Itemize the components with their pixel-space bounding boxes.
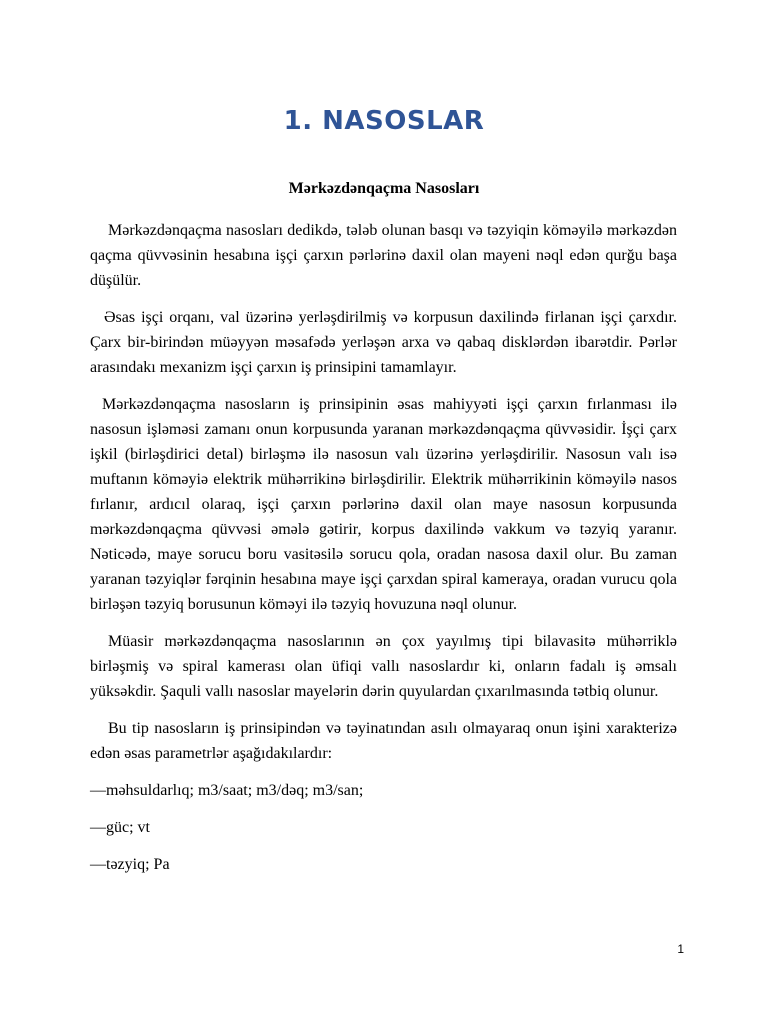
page-number: 1 — [677, 942, 684, 956]
paragraph-1: Mərkəzdənqaçma nasosları dedikdə, tələb olunan basqı və təzyiqin köməyilə mərkəzdən qaçma qüvvəsinin hesabına işçi çarxın pərlərinə daxil olan mayeni nəql edən qurğu başa düşülür. — [90, 222, 677, 289]
paragraph-2: Əsas işçi orqanı, val üzərinə yerləşdirilmiş və korpusun daxilində firlanan işçi çarxdır. Çarx bir-birindən müəyyən məsafədə yerləşən arxa və qabaq disklərdən ibarətdir. Pərlər arasındakı mexanizm işçi çarxın iş prinsipini tamamlayır. — [90, 309, 677, 376]
paragraph-4: Müasir mərkəzdənqaçma nasoslarının ən çox yayılmış tipi bilavasitə mühərriklə birləşmiş və spiral kamerası olan üfiqi vallı nasoslardır ki, onların fadalı iş əmsalı yüksəkdir. Şaquli vallı nasoslar mayelərin dərin quyulardan çıxarılmasında tətbiq olunur. — [90, 633, 677, 700]
chapter-title: 1. NASOSLAR — [283, 106, 485, 136]
paragraph-5: Bu tip nasosların iş prinsipindən və təyinatından asılı olmayaraq onun işini xarakterizə edən əsas parametrlər aşağıdakılardır: — [90, 720, 677, 762]
body-text — [90, 218, 677, 889]
section-title: Mərkəzdənqaçma Nasosları — [288, 180, 480, 197]
list-item-productivity: —məhsuldarlıq; m3/saat; m3/dəq; m3/san; — [90, 782, 364, 799]
list-item-pressure: —təzyiq; Pa — [90, 856, 170, 873]
paragraph-3: Mərkəzdənqaçma nasosların iş prinsipinin əsas mahiyyəti işçi çarxın fırlanması ilə nasosun işləməsi zamanı onun korpusunda yaranan mərkəzdənqaçma qüvvəsidir. İşçi çarx işkil (birləşdirici detal) birləşmə ilə nasosun valı üzərinə yerləşdirilir. Nasosun valı isə muftanın köməyiə elektrik mühərrikinə birləşdirilir. Elektrik mühərrikinin köməyilə nasos fırlanır, ardıcıl olaraq, işçi çarxın pərlərinə daxil olan maye nasosun korpusunda mərkəzdənqaçma qüvvəsi əmələ gətirir, korpus daxilində vakkum və təzyiq yaranır. Nəticədə, maye sorucu boru vasitəsilə sorucu qola, oradan nasosa daxil olur. Bu zaman yaranan təzyiqlər fərqinin hesabına maye işçi çarxdan spiral kameraya, oradan vurucu qola birləşən təzyiq borusunun köməyi ilə təzyiq hovuzuna nəql olunur. — [90, 396, 677, 613]
list-item-power: —güc; vt — [90, 819, 150, 836]
